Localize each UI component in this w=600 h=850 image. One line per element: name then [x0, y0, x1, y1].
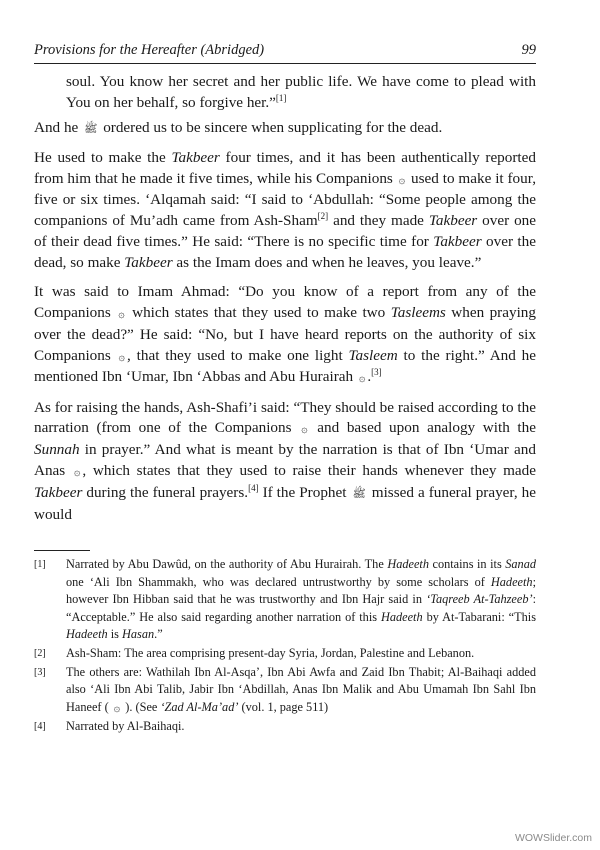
paragraph-imam-ahmad: [34, 282, 536, 389]
text-run: And he: [34, 118, 83, 136]
text-run: and they made: [328, 212, 429, 230]
body-text: [34, 72, 536, 534]
honorific-glyph: ۞: [113, 701, 121, 714]
honorific-glyph: ۞: [118, 350, 126, 363]
italic-term: ‘Taqreeb At-Tahzeeb’: [426, 592, 533, 607]
italic-term: Takbeer: [171, 148, 220, 166]
text-run: when praying over the dead?” He said: “No, but I have heard reports on the authority of six Companions: [34, 303, 536, 364]
text-run: ordered us to be sincere when supplicating for the dead.: [99, 118, 443, 136]
text-run: Narrated by Al-Baihaqi.: [66, 719, 185, 734]
book-title: Provisions for the Hereafter (Abridged): [34, 42, 265, 58]
italic-term: ‘Zad Al-Ma’ad’: [160, 699, 239, 714]
text-run: Narrated by Abu Dawûd, on the authority of Abu Hurairah. The: [66, 557, 388, 571]
text-run: Ash-Sham: The area comprising present-day Syria, Jordan, Palestine and Lebanon.: [66, 645, 475, 660]
italic-term: Hadeeth: [380, 609, 423, 624]
italic-term: Sunnah: [34, 441, 80, 459]
text-run: missed a funeral prayer, he would: [34, 483, 537, 523]
footnote-ref-4[interactable]: [4]: [248, 482, 259, 493]
footnote-3: [34, 664, 536, 718]
paragraph-raising-hands: [34, 398, 536, 526]
text-run: : “Acceptable.” He also said regarding another narration of this: [66, 592, 536, 624]
text-run: in prayer.” And what is meant by the narration is that of Ibn ‘Umar and Anas: [34, 441, 536, 480]
text-run: If the Prophet: [258, 483, 351, 501]
footnote-1: [34, 556, 536, 644]
text-run: .”: [154, 627, 163, 642]
text-run: He used to make the: [34, 148, 172, 166]
text-run: , which states that they used to raise their hands whenever they made: [82, 462, 536, 480]
italic-term: Takbeer: [34, 483, 83, 501]
italic-term: Tasleems: [390, 303, 446, 321]
footnote-rule: [34, 550, 90, 551]
text-run: It was said to Imam Ahmad: “Do you know of a report from any of the Companions: [34, 283, 536, 321]
text-run: The others are: Wathilah Ibn Al-Asqa’, Ibn Abi Awfa and Zaid Ibn Thabit; Al-Baihaqi added also ‘Ali Ibn Abi Talib, Jabir Ibn ‘Abdillah, Anas Ibn Malik and Abu Umamah Ibn Sahl Ibn Haneef (: [66, 664, 536, 714]
text-run: ; however Ibn Hibban said that he was trustworthy and Ibn Hajr said in: [66, 574, 536, 607]
italic-term: Takbeer: [428, 212, 478, 230]
footnote-4: [34, 718, 536, 736]
paragraph-quote-end: [66, 72, 536, 114]
honorific-glyph: ۞: [73, 466, 81, 479]
italic-term: Sanad: [505, 557, 536, 571]
italic-term: Hasan: [122, 627, 155, 642]
page-number: 99: [521, 42, 536, 58]
text-run: is: [107, 627, 123, 642]
text-run: used to make it four, five or six times. ‘Alqamah said: “I said to ‘Abdullah: “Some people among the companions of Mu’adh came from Ash-Sham: [34, 169, 536, 230]
footnote-number: [1]: [34, 559, 46, 570]
footnote-number: [3]: [34, 666, 46, 678]
honorific-glyph: ۞: [398, 173, 406, 186]
footnote-number: [2]: [34, 647, 46, 659]
text-run: contains in its: [428, 557, 506, 571]
italic-term: Hadeeth: [66, 627, 108, 642]
text-run: one ‘Ali Ibn Shammakh, who was declared untrustworthy by some scholars of: [66, 574, 491, 589]
honorific-glyph: ۞: [358, 372, 366, 385]
paragraph-sincere-supplication: [34, 118, 536, 140]
footnote-ref-1[interactable]: [1]: [275, 92, 287, 103]
paragraph-takbeer: [34, 148, 536, 274]
text-run: as the Imam does and when he leaves, you leave.”: [172, 253, 482, 271]
honorific-glyph: ۞: [118, 307, 125, 320]
italic-term: Takbeer: [124, 253, 173, 271]
text-run: .: [367, 368, 372, 386]
footnote-2: [34, 645, 536, 663]
footnote-ref-2[interactable]: [2]: [317, 211, 329, 222]
watermark: WOWSlider.com: [514, 832, 592, 844]
salutation-glyph: ﷺ: [84, 122, 98, 135]
text-run: which states that they used to make two: [126, 303, 391, 321]
text-run: over one of their dead five times.” He said: “There is no specific time for: [34, 212, 536, 251]
footnote-number: [4]: [34, 721, 46, 733]
salutation-glyph: ﷺ: [352, 487, 366, 500]
text-run: by At-Tabarani: “This: [422, 609, 536, 624]
text-run: during the funeral prayers.: [82, 483, 249, 501]
text-run: , that they used to make one light: [127, 346, 349, 364]
text-run: (vol. 1, page 511): [238, 699, 329, 714]
italic-term: Hadeeth: [387, 557, 429, 571]
italic-term: Hadeeth: [490, 574, 533, 589]
header-rule: [34, 63, 536, 64]
text-run: four times, and it has been authentically reported from him that he made it five times, while his Companions: [34, 148, 536, 187]
running-header: [34, 42, 536, 59]
text-run: to the right.” And he mentioned Ibn ‘Umar, Ibn ‘Abbas and Abu Hurairah: [34, 346, 536, 386]
text-run: As for raising the hands, Ash-Shafi’i said: “They should be raised according to the narration (from one of the Companions: [34, 398, 536, 437]
honorific-glyph: ۞: [301, 423, 308, 436]
text-run: and based upon analogy with the: [309, 419, 536, 437]
italic-term: Takbeer: [433, 233, 482, 251]
text-run: ). (See: [122, 699, 161, 714]
text-run: over the dead, so make: [34, 233, 536, 271]
italic-term: Tasleem: [348, 346, 398, 364]
footnotes: [34, 556, 536, 737]
text-run: soul. You know her secret and her public life. We have come to plead with You on her behalf, so forgive her.”: [66, 73, 536, 111]
footnote-ref-3[interactable]: [3]: [371, 367, 382, 378]
